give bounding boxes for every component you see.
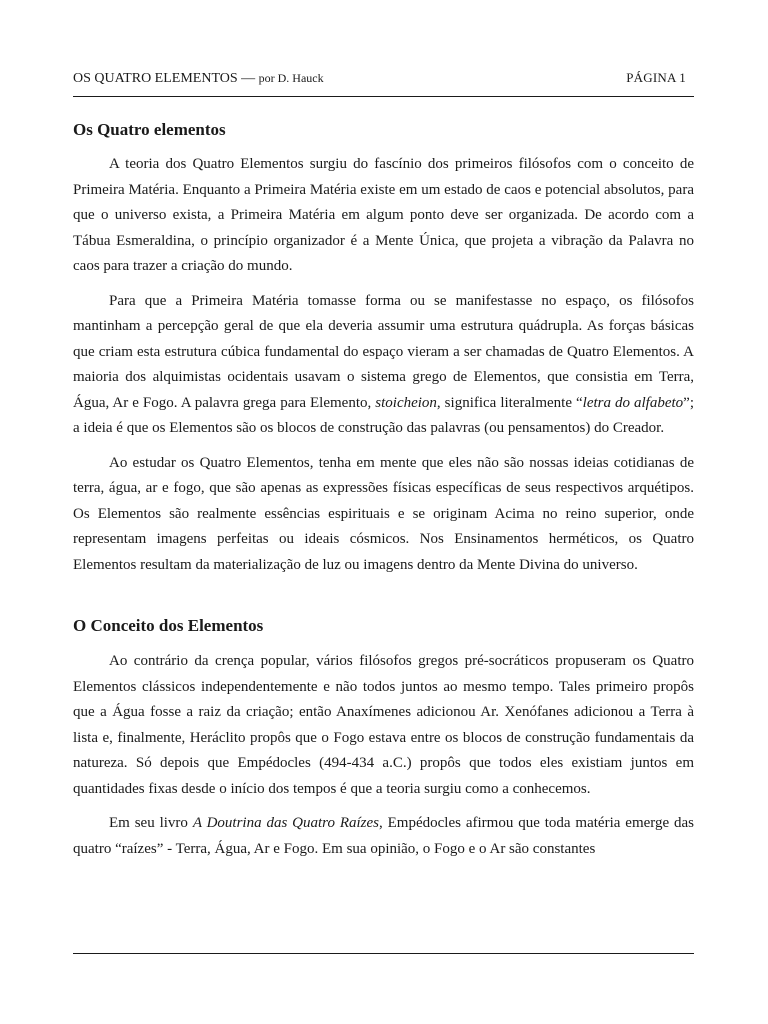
paragraph-text: Em seu livro [109,815,188,831]
paragraph: A teoria dos Quatro Elementos surgiu do fascínio dos primeiros filósofos com o conceito de Primeira Matéria. Enquanto a Primeira Matéria existe em um estado de caos e potencial absolutos, para que o universo exista, a Primeira Matéria em algum ponto deve ser organizada. De acordo com a Tábua Esmeraldina, o princípio organizador é a Mente Única, que projeta a vibração da Palavra no caos para trazer a criação do mundo. [73,156,694,274]
paragraph-text: ”; a ideia é que os Elementos são os blocos de construção das palavras (ou pensamentos) do Creador. [73,394,694,436]
paragraph: Ao contrário da crença popular, vários filósofos gregos pré-socráticos propuseram os Quatro Elementos clássicos independentemente e não todos juntos ao mesmo tempo. Tales primeiro propôs que a Água fosse a raiz da criação; então Anaxímenes adicionou Ar. Xenófanes adicionou a Terra à lista e, finalmente, Heráclito propôs que o Fogo estava entre os blocos de construção fundamentais da natureza. Só depois que Empédocles (494-434 a.C.) propôs que todos eles existiam juntos em quantidades fixas desde o início dos tempos é que a teoria surgiu como a conhecemos. [73,653,694,797]
header-title-block [73,68,324,89]
header-title: OS QUATRO ELEMENTOS [73,71,238,86]
section-heading-quatro-elementos: Os Quatro elementos [73,120,226,139]
paragraph: Ao estudar os Quatro Elementos, tenha em mente que eles não são nossas ideias cotidianas de terra, água, ar e fogo, que são apenas as expressões físicas específicas de seus respectivos arquétipos. Os Elementos são realmente essências espirituais e se originam Acima no reino superior, onde representam imagens perfeitas ou ideais cósmicos. Nos Ensinamentos herméticos, os Quatro Elementos resultam da materialização de luz ou imagens dentro da Mente Divina do universo. [73,454,694,573]
paragraph-term-italic: letra do alfabeto [582,394,684,411]
running-header [73,68,694,88]
document-body [73,116,694,921]
footer-divider [73,953,694,954]
header-divider [73,96,694,97]
page-number: PÁGINA 1 [626,70,686,85]
document-page [73,0,694,1024]
header-author: por D. Hauck [258,71,324,85]
paragraph-text: Para que a Primeira Matéria tomasse forma ou se manifestasse no espaço, os filósofos mantinham a percepção geral de que ela deveria assumir uma estrutura quádrupla. As forças básicas que criam esta estrutura cúbica fundamental do espaço vieram a ser chamadas de Quatro Elementos. A maioria dos alquimistas ocidentais usavam o sistema grego de Elementos, que consistia em Terra, Água, Ar e Fogo. A palavra grega para Elemento, [73,292,694,411]
header-dash: — [241,71,256,86]
paragraph [73,289,694,442]
paragraph-text: , Empédocles afirmou que toda matéria emerge das quatro “raízes” - Terra, Água, Ar e Fogo. Em sua opinião, o Fogo e o Ar são constantes [73,815,694,857]
paragraph [73,811,694,862]
paragraph-text: , significa literalmente “ [436,394,583,411]
section-heading-conceito: O Conceito dos Elementos [73,616,264,635]
paragraph-term-italic: stoicheion [375,394,437,411]
book-title-italic: A Doutrina das Quatro Raízes [192,815,380,831]
